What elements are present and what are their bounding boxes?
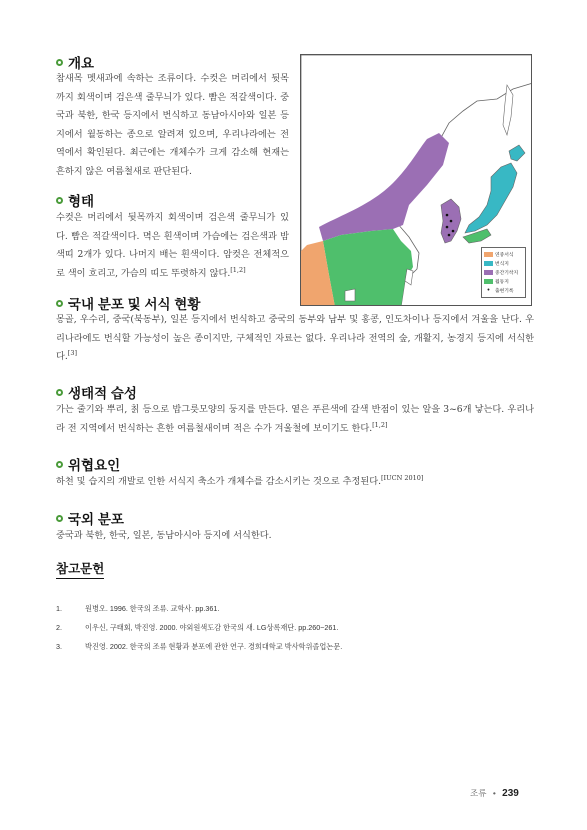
reference-number: 1.	[56, 604, 62, 613]
occurrence-dot	[452, 230, 455, 233]
section-heading-overview	[56, 52, 94, 72]
reference-item	[56, 642, 342, 652]
legend-label: 출현기록	[495, 289, 514, 294]
bullet-icon	[56, 515, 63, 522]
legend-row	[484, 268, 523, 277]
section-heading-overseas	[56, 508, 124, 528]
references-title: 참고문헌	[56, 559, 104, 579]
map-wintering-region	[323, 229, 413, 306]
reference-text: 원병오. 1996. 한국의 조류. 교학사. pp.361.	[85, 604, 220, 613]
distribution-map	[300, 54, 532, 306]
distribution-text: 몽골, 우수리, 중국(북동부), 일본 등지에서 번식하고 중국의 동부와 남부 및 홍콩, 인도차이나 등지에서 겨울을 난다. 우리나라에도 번식할 가능성이 높은 종이지만, 구체적인 자료는 없다. 우리나라 전역의 숲, 개활지, 농경지 등지에 서식한다.	[56, 314, 534, 363]
ecology-title: 생태적 습성	[68, 386, 137, 401]
section-heading-ecology	[56, 382, 137, 402]
threats-citation: [IUCN 2010]	[381, 474, 424, 482]
legend-swatch	[484, 270, 493, 275]
distribution-title: 국내 분포 및 서식 현황	[68, 297, 201, 312]
distribution-citation: [3]	[67, 349, 78, 358]
legend-swatch	[484, 261, 493, 266]
section-heading-morphology	[56, 190, 94, 210]
morphology-paragraph	[56, 209, 289, 283]
ecology-citation: [1,2]	[372, 420, 388, 429]
legend-dot-icon: •	[487, 287, 490, 294]
bullet-icon	[56, 59, 63, 66]
legend-label: 중간기착지	[495, 271, 519, 276]
page-footer	[470, 787, 519, 799]
reference-text: 박진영. 2002. 한국의 조류 현황과 분포에 관한 연구. 경희대학교 박사학위졸업논문.	[85, 642, 343, 651]
map-legend	[481, 247, 526, 298]
reference-item	[56, 623, 338, 633]
overview-title: 개요	[68, 56, 95, 71]
legend-row	[484, 277, 523, 286]
ecology-paragraph	[56, 401, 534, 438]
map-hokkaido	[509, 145, 525, 161]
morphology-title: 형태	[68, 194, 95, 209]
morphology-citation: [1,2]	[230, 265, 246, 274]
legend-label: 번식지	[495, 262, 509, 267]
legend-label: 연중서식	[495, 253, 514, 258]
page-number: 239	[502, 788, 519, 799]
legend-swatch	[484, 279, 493, 284]
legend-row	[484, 286, 523, 295]
reference-number: 3.	[56, 642, 62, 651]
bullet-icon	[56, 461, 63, 468]
threats-text: 하천 및 습지의 개발로 인한 서식지 축소가 개체수를 감소시키는 것으로 추정된다.	[56, 476, 382, 487]
threats-title: 위협요인	[68, 458, 121, 473]
overseas-text: 중국과 북한, 한국, 일본, 동남아시아 등지에 서식한다.	[56, 530, 272, 541]
morphology-text: 수컷은 머리에서 뒷목까지 회색이며 검은색 줄무늬가 있다. 빰은 적갈색이다. 멱은 흰색이며 가슴에는 검은색과 밤색띠 2개가 있다. 나머지 배는 흰색이다. 암컷은 전체적으로 색이 흐리고, 가슴의 띠도 뚜렷하지 않다.	[56, 212, 289, 279]
reference-text: 이우신, 구태회, 박진영. 2000. 야외원색도감 한국의 새. LG상록재단. pp.260~261.	[85, 623, 339, 632]
bullet-icon	[56, 300, 63, 307]
map-japan	[465, 163, 517, 233]
occurrence-dot	[446, 226, 449, 229]
map-hainan	[345, 289, 355, 301]
footer-separator: •	[492, 788, 496, 798]
threats-paragraph	[56, 473, 534, 492]
ecology-text: 가는 줄기와 뿌리, 칡 등으로 밥그릇모양의 둥지를 만든다. 옅은 푸른색에 갈색 반점이 있는 알을 3~6개 낳는다. 우리나라 전 지역에서 번식하는 흔한 여름철새이며 적은 수가 겨울철에 보이기도 한다.	[56, 404, 534, 434]
section-heading-distribution	[56, 293, 200, 313]
bullet-icon	[56, 389, 63, 396]
reference-item	[56, 604, 219, 614]
distribution-paragraph	[56, 311, 534, 367]
occurrence-dot	[448, 234, 451, 237]
legend-label: 월동지	[495, 280, 509, 285]
occurrence-dot	[450, 220, 453, 223]
overseas-title: 국외 분포	[68, 512, 124, 527]
legend-row	[484, 250, 523, 259]
overview-text: 참새목 멧새과에 속하는 조류이다. 수컷은 머리에서 뒷목까지 회색이며 검은색 줄무늬가 있다. 빰은 적갈색이다. 중국과 북한, 한국 등지에서 번식하고 동남아시아와 일본 등지에서 월동하는 종으로 알려져 있으며, 우리나라에는 전역에서 확인된다. 최근에는 개체수가 크게 감소해 현재는 흔하지 않은 여름철새로 판단된다.	[56, 73, 289, 177]
section-heading-threats	[56, 454, 120, 474]
bullet-icon	[56, 197, 63, 204]
legend-row	[484, 259, 523, 268]
footer-section: 조류	[470, 788, 487, 798]
reference-number: 2.	[56, 623, 62, 632]
legend-swatch	[484, 252, 493, 257]
occurrence-dot	[446, 214, 449, 217]
